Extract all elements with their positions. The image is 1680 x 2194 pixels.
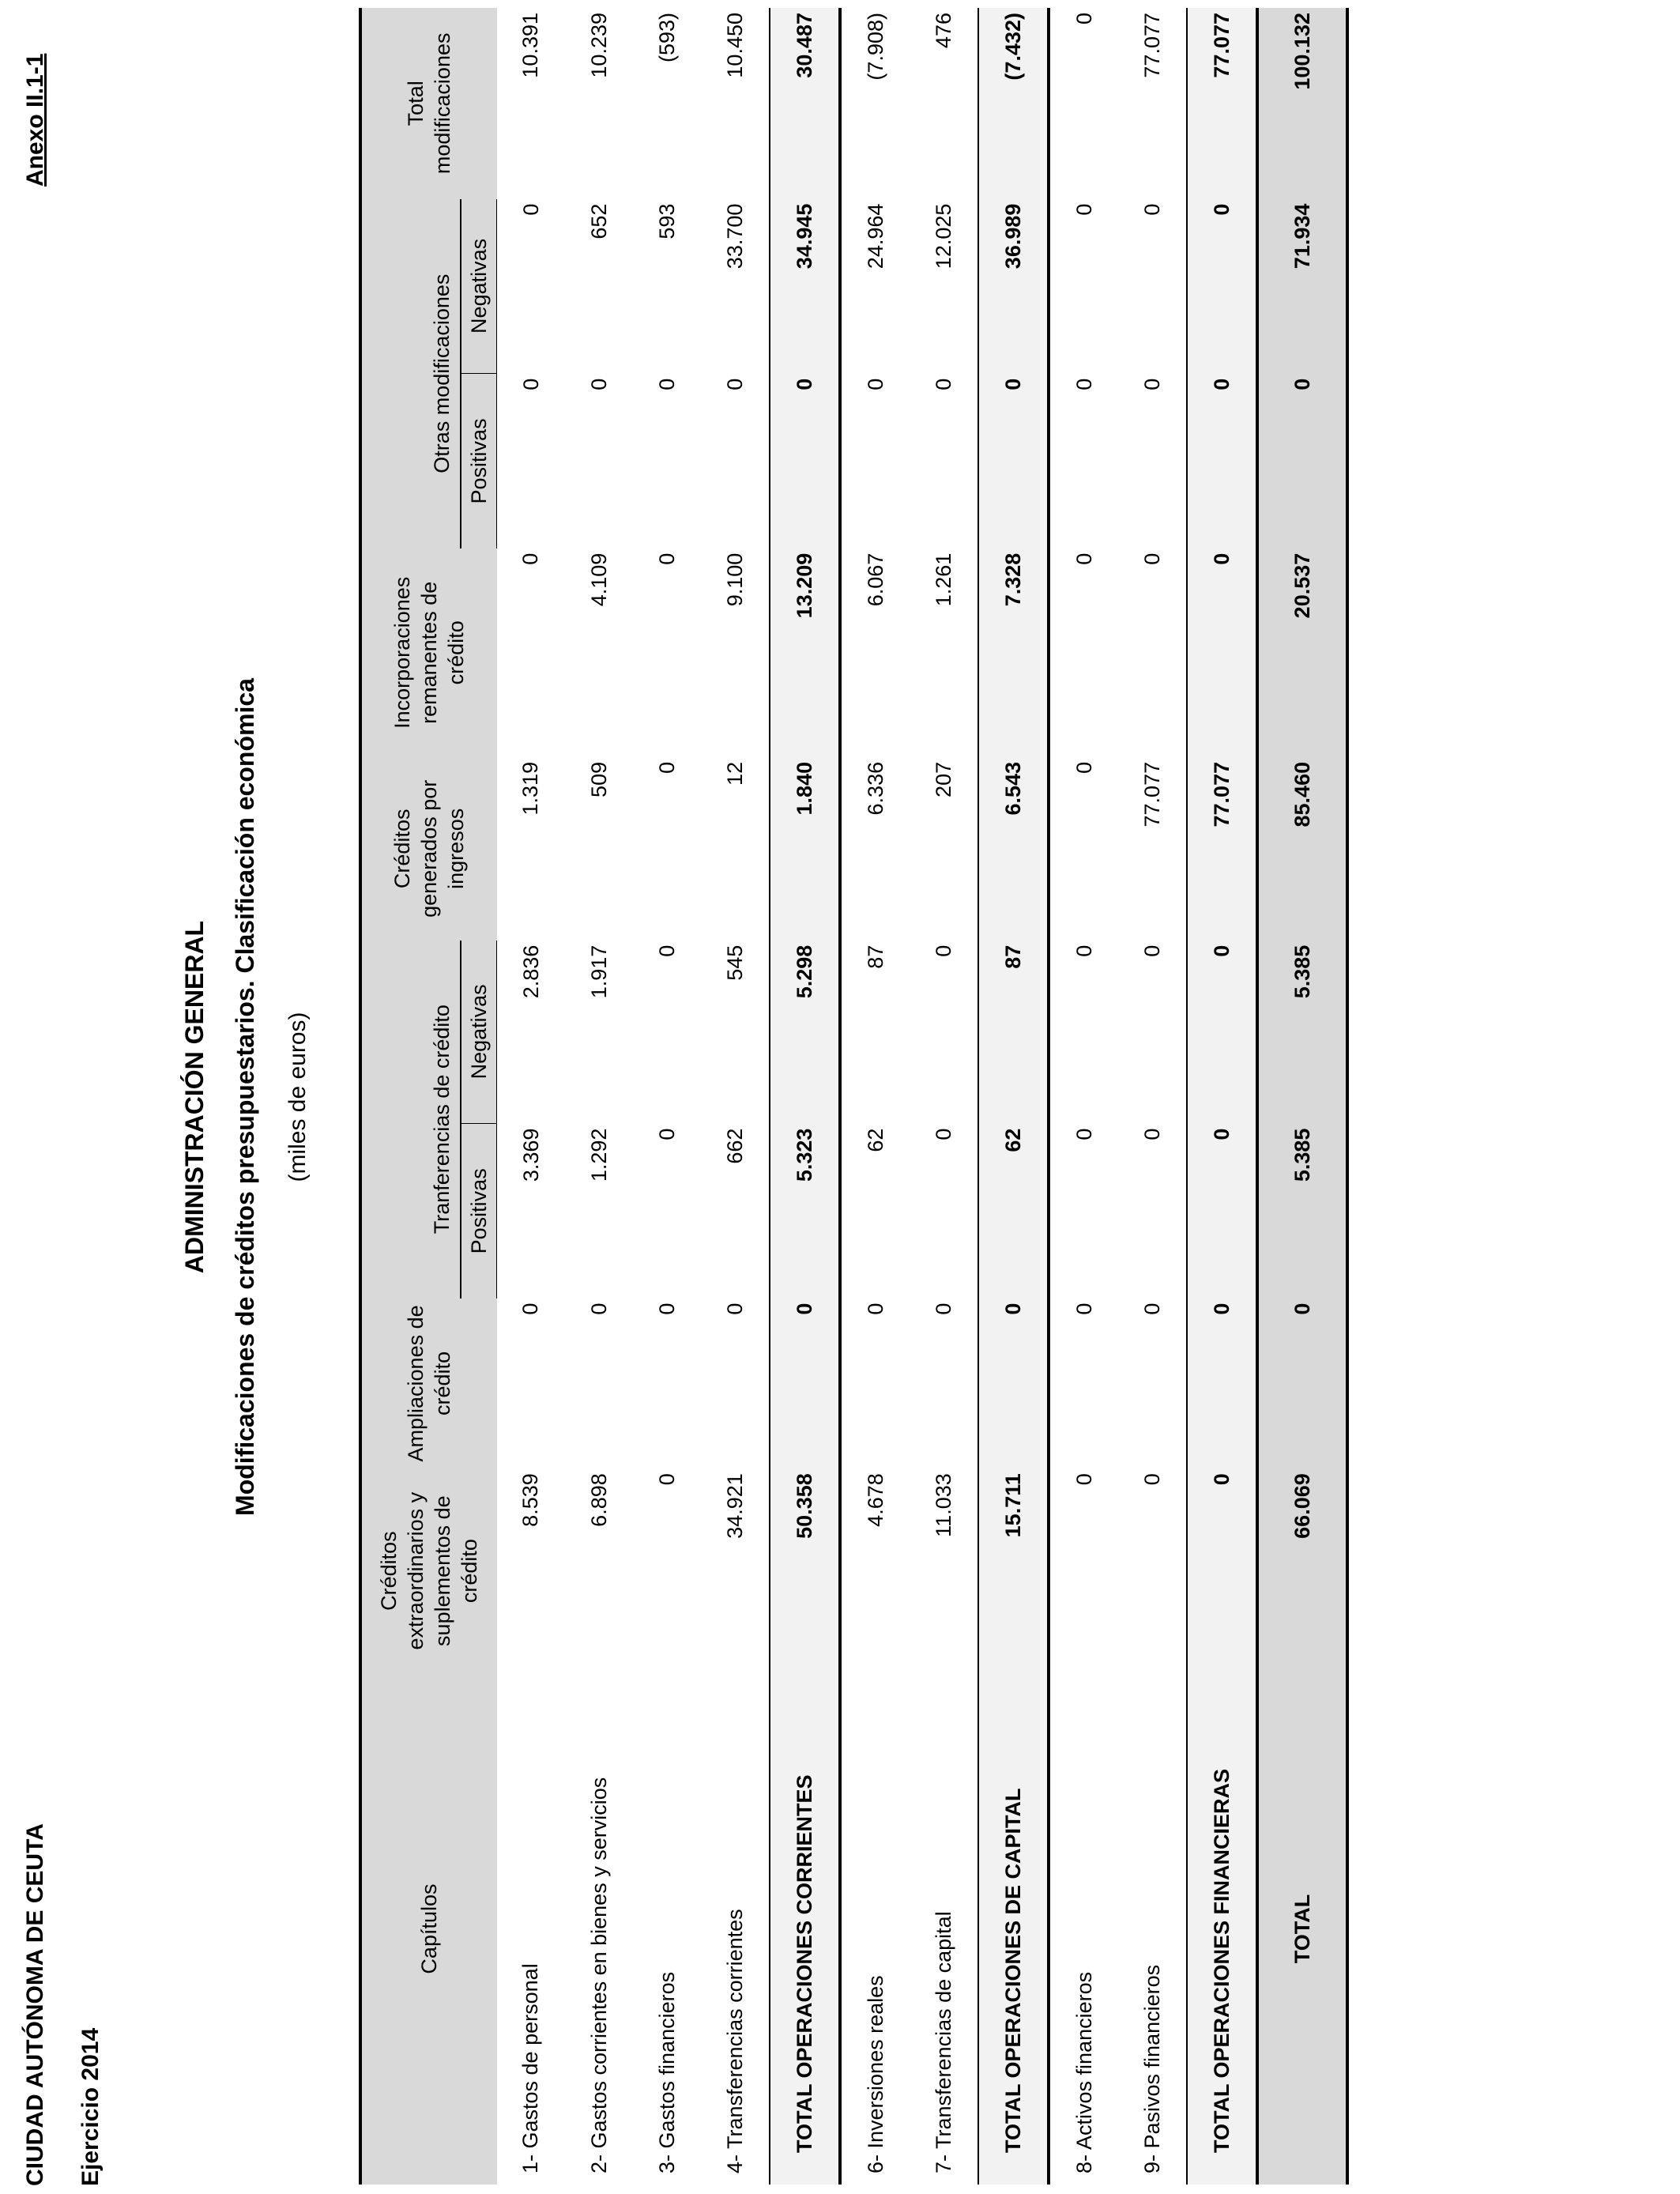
budget-modifications-table: [359, 8, 1349, 2185]
cell: 0: [654, 1473, 679, 1486]
cell: 66.069: [1257, 1468, 1347, 1673]
cell: 0: [1139, 378, 1164, 390]
cell: 0: [1187, 548, 1257, 757]
cell: (7.908): [863, 13, 887, 81]
header-otras-negativas: Negativas: [461, 199, 497, 374]
cell: 0: [518, 378, 543, 390]
cell: 0: [518, 203, 543, 216]
cell: 0: [1072, 1302, 1096, 1315]
cell: 34.945: [770, 199, 840, 374]
cell: 0: [586, 1302, 611, 1315]
table-row: [1118, 8, 1187, 2185]
cell: 12: [722, 761, 747, 786]
cell: 652: [586, 203, 611, 239]
row-label: TOTAL OPERACIONES DE CAPITAL: [978, 1673, 1049, 2185]
table-row: [701, 8, 770, 2185]
cell: 0: [518, 552, 543, 565]
cell: 0: [518, 1302, 543, 1315]
subtotal-row: [770, 8, 840, 2185]
cell: 1.840: [770, 757, 840, 941]
cell: 662: [722, 1128, 747, 1164]
cell: 0: [654, 1128, 679, 1140]
cell: 0: [1257, 1299, 1347, 1469]
cell: 0: [1187, 374, 1257, 548]
cell: 0: [978, 1299, 1049, 1469]
cell: 0: [1072, 761, 1096, 774]
row-label: TOTAL OPERACIONES FINANCIERAS: [1187, 1673, 1257, 2185]
cell: 0: [1139, 203, 1164, 216]
cell: 50.358: [770, 1468, 840, 1673]
cell: 0: [1187, 1468, 1257, 1673]
cell: 77.077: [1139, 761, 1164, 827]
cell: 100.132: [1257, 8, 1347, 199]
cell: 0: [770, 1299, 840, 1469]
cell: 0: [654, 378, 679, 390]
cell: 0: [654, 552, 679, 565]
cell: 0: [654, 761, 679, 774]
cell: 0: [1072, 13, 1096, 25]
cell: 545: [722, 944, 747, 981]
header-generados: Créditos generados por ingresos: [360, 757, 497, 941]
page-title: ADMINISTRACIÓN GENERAL: [180, 920, 209, 1274]
cell: 1.917: [586, 944, 611, 999]
row-label: 3- Gastos financieros: [654, 1971, 679, 2173]
cell: 0: [1072, 1473, 1096, 1486]
cell: 77.077: [1187, 8, 1257, 199]
cell: 0: [931, 944, 955, 957]
cell: 0: [1257, 374, 1347, 548]
row-label: 2- Gastos corrientes en bienes y servicios: [586, 1777, 611, 2173]
cell: 1.292: [586, 1128, 611, 1182]
cell: 30.487: [770, 8, 840, 199]
annex-label: Anexo II.1-1: [22, 53, 48, 187]
cell: 3.369: [518, 1128, 543, 1182]
cell: 0: [1139, 552, 1164, 565]
cell: 11.033: [931, 1473, 955, 1537]
table-row: [633, 8, 701, 2185]
cell: 0: [1139, 1473, 1164, 1486]
cell: 0: [1187, 1124, 1257, 1299]
cell: 0: [1187, 941, 1257, 1124]
cell: 0: [1139, 1302, 1164, 1315]
cell: 0: [586, 378, 611, 390]
cell: 0: [770, 374, 840, 548]
header-otras: Otras modificaciones: [360, 199, 461, 548]
header-total: Total modificaciones: [360, 8, 497, 199]
cell: 87: [863, 944, 887, 969]
cell: 476: [931, 13, 955, 49]
subtotal-row: [978, 8, 1049, 2185]
cell: 1.319: [518, 761, 543, 816]
cell: 8.539: [518, 1473, 543, 1527]
cell: 0: [722, 1302, 747, 1315]
organization-name: CIUDAD AUTÓNOMA DE CEUTA: [22, 1823, 48, 2186]
table-row: [840, 8, 910, 2185]
cell: 0: [1139, 1128, 1164, 1140]
cell: 71.934: [1257, 199, 1347, 374]
grand-total-row: [1257, 8, 1347, 2185]
cell: 5.298: [770, 941, 840, 1124]
table-row: [1049, 8, 1118, 2185]
cell: 7.328: [978, 548, 1049, 757]
cell: 0: [931, 1302, 955, 1315]
cell: 593: [654, 203, 679, 239]
units-note: (miles de euros): [284, 1012, 311, 1182]
cell: 0: [1072, 378, 1096, 390]
cell: 6.898: [586, 1473, 611, 1527]
cell: 4.678: [863, 1473, 887, 1527]
cell: 509: [586, 761, 611, 797]
header-extraordinarios: Créditos extraordinarios y suplementos de crédito: [360, 1468, 497, 1673]
row-label: TOTAL OPERACIONES CORRIENTES: [770, 1673, 840, 2185]
cell: 0: [1072, 552, 1096, 565]
cell: 2.836: [518, 944, 543, 999]
cell: 10.239: [586, 13, 611, 78]
cell: 0: [1072, 944, 1096, 957]
cell: 10.450: [722, 13, 747, 78]
cell: 207: [931, 761, 955, 797]
cell: 5.323: [770, 1124, 840, 1299]
cell: 0: [654, 944, 679, 957]
cell: 10.391: [518, 13, 543, 78]
cell: 0: [863, 1302, 887, 1315]
subtotal-row: [1187, 8, 1257, 2185]
row-label: 1- Gastos de personal: [518, 1963, 543, 2173]
header-capitulos: Capítulos: [360, 1673, 497, 2185]
cell: 6.336: [863, 761, 887, 816]
cell: 77.077: [1139, 13, 1164, 78]
fiscal-year: Ejercicio 2014: [77, 2027, 104, 2186]
cell: 6.067: [863, 552, 887, 607]
table-row: [910, 8, 978, 2185]
cell: 5.385: [1257, 941, 1347, 1124]
row-label: 9- Pasivos financieros: [1139, 1964, 1164, 2173]
cell: 62: [863, 1128, 887, 1152]
cell: 0: [654, 1302, 679, 1315]
row-label: TOTAL: [1257, 1673, 1347, 2185]
cell: 6.543: [978, 757, 1049, 941]
cell: 0: [931, 1128, 955, 1140]
cell: 34.921: [722, 1473, 747, 1539]
cell: (7.432): [978, 8, 1049, 199]
cell: 5.385: [1257, 1124, 1347, 1299]
cell: 0: [722, 378, 747, 390]
header-transferencias: Tranferencias de crédito: [360, 941, 461, 1299]
row-label: 7- Transferencias de capital: [931, 1911, 955, 2173]
cell: 0: [1072, 1128, 1096, 1140]
cell: 12.025: [931, 203, 955, 270]
row-label: 4- Transferencias corrientes: [722, 1909, 747, 2173]
cell: 36.989: [978, 199, 1049, 374]
cell: 24.964: [863, 203, 887, 270]
header-otras-positivas: Positivas: [461, 374, 497, 548]
row-label: 6- Inversiones reales: [863, 1975, 887, 2173]
cell: 0: [1139, 944, 1164, 957]
header-incorporaciones: Incorporaciones remanentes de crédito: [360, 548, 497, 757]
cell: 87: [978, 941, 1049, 1124]
cell: 4.109: [586, 552, 611, 607]
cell: 20.537: [1257, 548, 1347, 757]
cell: 85.460: [1257, 757, 1347, 941]
cell: 0: [931, 378, 955, 390]
cell: 13.209: [770, 548, 840, 757]
table-row: [565, 8, 633, 2185]
cell: 77.077: [1187, 757, 1257, 941]
cell: 0: [1072, 203, 1096, 216]
header-transf-positivas: Positivas: [461, 1124, 497, 1299]
cell: 0: [1187, 199, 1257, 374]
row-label: 8- Activos financieros: [1072, 1971, 1096, 2173]
cell: 33.700: [722, 203, 747, 270]
header-ampliaciones: Ampliaciones de crédito: [360, 1299, 497, 1469]
cell: 15.711: [978, 1468, 1049, 1673]
cell: (593): [654, 13, 679, 63]
page-subtitle: Modificaciones de créditos presupuestarios. Clasificación económica: [231, 678, 259, 1516]
cell: 9.100: [722, 552, 747, 607]
cell: 0: [863, 378, 887, 390]
cell: 0: [978, 374, 1049, 548]
header-transf-negativas: Negativas: [461, 941, 497, 1124]
cell: 0: [1187, 1299, 1257, 1469]
table-row: [497, 8, 566, 2185]
cell: 62: [978, 1124, 1049, 1299]
cell: 1.261: [931, 552, 955, 607]
